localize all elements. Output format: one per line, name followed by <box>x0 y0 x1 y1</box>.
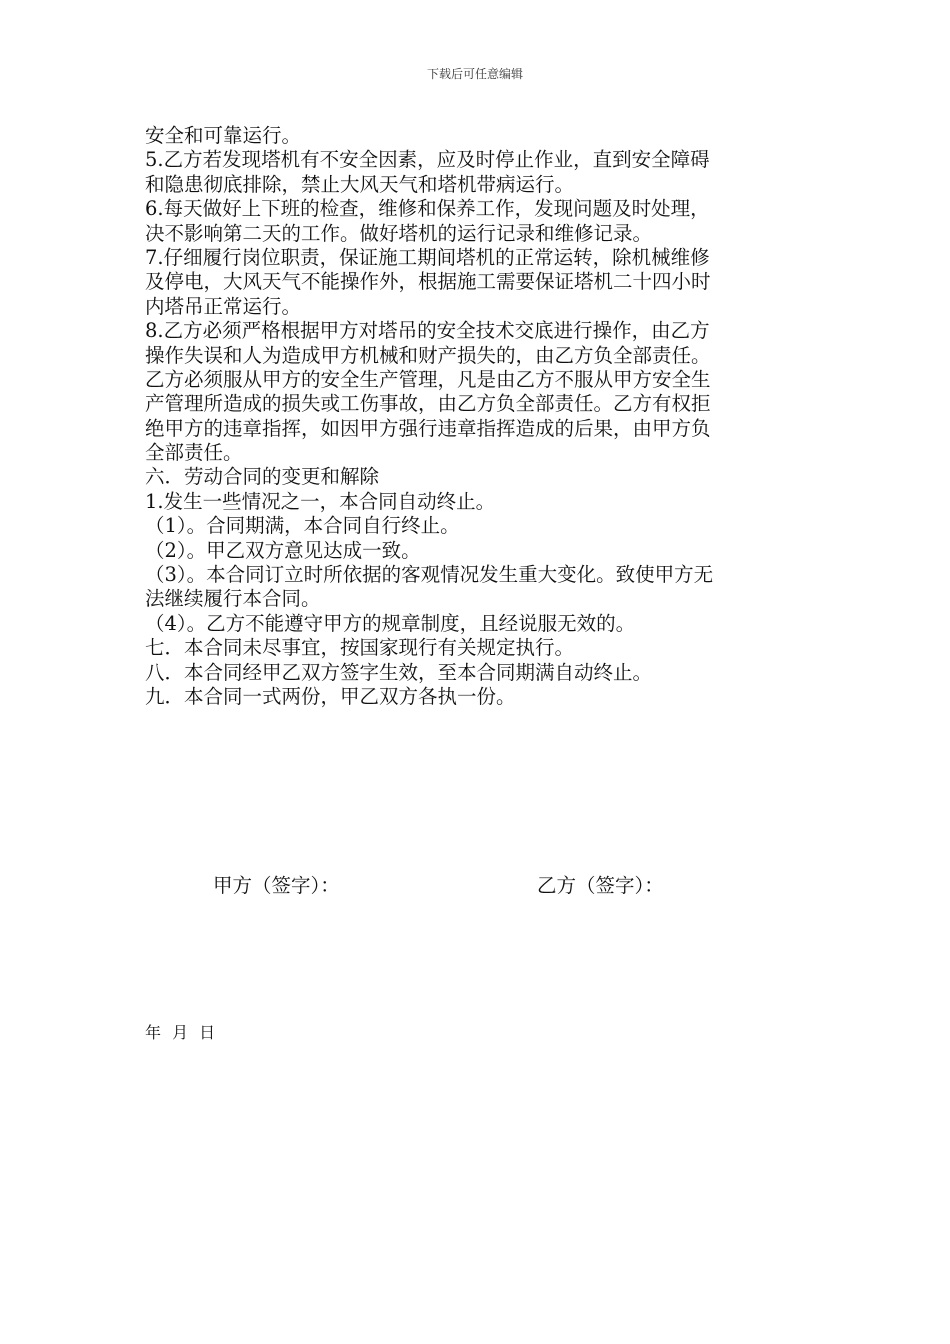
body-line: 法继续履行本合同。 <box>145 587 321 611</box>
contract-body <box>145 124 811 709</box>
section-heading: 九．本合同一式两份，甲乙双方各执一份。 <box>145 684 516 708</box>
body-line: 8.乙方必须严格根据甲方对塔吊的安全技术交底进行操作，由乙方 <box>145 319 710 343</box>
body-line: 和隐患彻底排除，禁止大风天气和塔机带病运行。 <box>145 172 575 196</box>
party-b-signature-label: 乙方（签字）： <box>537 874 664 897</box>
party-a-signature-label: 甲方（签字）： <box>213 874 340 897</box>
section-heading: 六．劳动合同的变更和解除 <box>145 465 380 489</box>
body-line: 操作失误和人为造成甲方机械和财产损失的，由乙方负全部责任。 <box>145 343 711 367</box>
body-line: （1）。合同期满，本合同自行终止。 <box>145 514 460 538</box>
section-heading: 七．本合同未尽事宜，按国家现行有关规定执行。 <box>145 636 575 660</box>
body-line: 产管理所造成的损失或工伤事故，由乙方负全部责任。乙方有权拒 <box>145 392 711 416</box>
body-line: 及停电，大风天气不能操作外，根据施工需要保证塔机二十四小时 <box>145 270 711 294</box>
body-line: 1.发生一些情况之一，本合同自动终止。 <box>145 489 496 513</box>
section-heading: 八．本合同经甲乙双方签字生效，至本合同期满自动终止。 <box>145 660 653 684</box>
body-line: 决不影响第二天的工作。做好塔机的运行记录和维修记录。 <box>145 221 653 245</box>
body-line: 全部责任。 <box>145 441 243 465</box>
body-line: 6.每天做好上下班的检查，维修和保养工作，发现问题及时处理， <box>145 197 710 221</box>
body-line: 绝甲方的违章指挥，如因甲方强行违章指挥造成的后果，由甲方负 <box>145 416 711 440</box>
body-line: （3）。本合同订立时所依据的客观情况发生重大变化。致使甲方无 <box>145 563 714 587</box>
body-line: （4）。乙方不能遵守甲方的规章制度，且经说服无效的。 <box>145 611 636 635</box>
body-line: 5.乙方若发现塔机有不安全因素，应及时停止作业，直到安全障碍 <box>145 148 710 172</box>
body-line: 内塔吊正常运行。 <box>145 294 302 318</box>
body-line: （2）。甲乙双方意见达成一致。 <box>145 538 421 562</box>
body-line: 乙方必须服从甲方的安全生产管理，凡是由乙方不服从甲方安全生 <box>145 367 711 391</box>
page-header-note: 下载后可任意编辑 <box>426 67 523 81</box>
body-line: 7.仔细履行岗位职责，保证施工期间塔机的正常运转，除机械维修 <box>145 245 710 269</box>
body-line: 安全和可靠运行。 <box>145 124 302 147</box>
date-line: 年 月 日 <box>145 1023 216 1042</box>
